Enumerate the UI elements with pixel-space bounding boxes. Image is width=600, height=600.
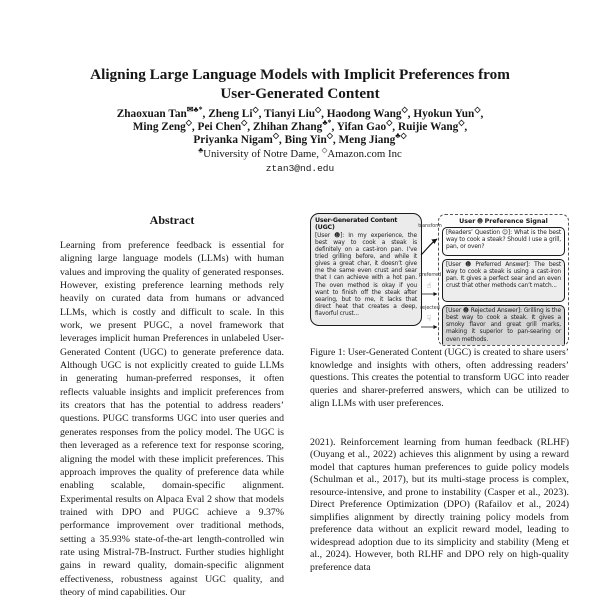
author-name: Haodong Wang [326, 108, 402, 120]
authors-block [0, 105, 600, 175]
abstract-heading: Abstract [149, 213, 195, 227]
author-name: Ruijie Wang [397, 121, 459, 134]
author-affiliation-mark: ◇ [386, 118, 393, 128]
left-column [60, 213, 284, 600]
author-affiliation-mark: ◇ [326, 131, 333, 141]
preferred-answer-box: [User ☻ Preferred Answer]: The best way to cook a steak is using a cast-iron pan. It gives a perfect sear and an even crust that other methods can’t match... [442, 259, 565, 302]
author-affiliation-mark: ◇ [401, 105, 408, 115]
ugc-panel-body: [User ☻]: In my experience, the best way to cook a steak is definitely on a cast-iron pan. I’ve tried grilling before, and while it gives a great char, it doesn’t give me the same even crust and sear that I can achieve with a hot pan. The oven method is okay if you want to finish off the steak after searing, but to me, it lacks that direct heat that creates a deep, flavorful crust... [315, 232, 417, 318]
author-affiliation-mark: ◇ [458, 118, 465, 128]
author-name: Tianyi Liu [264, 108, 315, 120]
author-affiliation-mark: ◇ [272, 131, 279, 141]
preferred-label: preferred [418, 273, 442, 278]
ugc-panel [310, 213, 422, 326]
author-name: Zhihan Zhang [252, 121, 323, 134]
right-column [310, 213, 569, 600]
author-line: Ming Zeng◇, Pei Chen◇, Zhihan Zhang♣*, Yifan Gao◇, Ruijie Wang◇, [132, 118, 468, 134]
affiliation-mark: ◇ [321, 145, 328, 155]
readers-question-box: [Readers’ Question ☺]: What is the best way to cook a steak? Should I use a grill, pan, or oven? [442, 227, 565, 256]
author-affiliation-mark: ♣◇ [395, 131, 407, 141]
signal-title-suffix: Preference Signal [484, 218, 548, 225]
author-name: Pei Chen [197, 121, 242, 134]
author-line: Priyanka Nigam◇, Bing Yin◇, Meng Jiang♣◇ [193, 131, 407, 147]
author-affiliation-mark: ◇ [185, 118, 192, 128]
abstract-body: Learning from preference feedback is essential for aligning large language models (LLMs) with human values and improving the quality of generated responses. However, existing preference learning methods rely heavily on curated data from humans or advanced LLMs, which is costly and difficult to scale. In this work, we present PUGC, a novel framework that leverages implicit human Preferences in unlabeled User-Generated Content (UGC) to generate preference data. Although UGC is not explicitly created to guide LLMs in generating human-preferred responses, it often reflects valuable insights and implicit preferences from its creators that has the potential to address readers’ questions. PUGC transforms UGC into user queries and generates responses from the policy model. The UGC is then leveraged as a reference text for response scoring, aligning the model with these implicit preferences. This approach improves the quality of preference data while enabling scalable, domain-specific alignment. Experimental results on Alpaca Eval 2 show that models trained with DPO and PUGC achieve a 9.37% performance improvement over traditional methods, setting a 35.93% state-of-the-art length-controlled win rate using Mistral-7B-Instruct. Further studies highlight gains in reward quality, domain-specific alignment effectiveness, robustness against UGC quality, and theory of mind capabilities. Our [60, 240, 284, 598]
author-name: Zheng Li [208, 108, 253, 120]
author-name: Bing Yin [284, 134, 327, 147]
author-name: Hyokun Yun [413, 108, 475, 120]
author-line: Zhaoxuan Tan✉♣*, Zheng Li◇, Tianyi Liu◇, Haodong Wang◇, Hyokun Yun◇, [116, 105, 484, 120]
rejected-answer-box: [User ☻ Rejected Answer]: Grilling is the best way to cook a steak. It gives a smoky flavor and great grill marks, making it superior to pan-searing or oven methods. [442, 305, 565, 346]
title-block [0, 66, 600, 103]
intro-paragraph: 2021). Reinforcement learning from human feedback (RLHF) (Ouyang et al., 2022) achieves this alignment by using a reward model that captures human preferences to guide policy models (Schulman et al., 2017), but its multi-stage process is complex, resource-intensive, and prone to instability (Casper et al., 2023). Direct Preference Optimization (DPO) (Rafailov et al., 2024) simplifies alignment by directly training policy models from preference data without an explicit reward model, leading to widespread adoption due to its simplicity and stability (Meng et al., 2024). However, both RLHF and DPO rely on high-quality preference data [310, 436, 569, 573]
signal-title-prefix: User [459, 218, 476, 225]
thumbs-up-icon: ☝ [426, 281, 432, 290]
rejected-label: rejected [420, 306, 440, 311]
author-name: Ming Zeng [132, 121, 186, 134]
thumbs-down-icon: ☟ [426, 314, 432, 323]
author-affiliation-mark: ◇ [314, 105, 322, 115]
figure-1 [310, 213, 569, 347]
preference-signal-panel [438, 214, 569, 346]
author-name: Zhaoxuan Tan [116, 108, 187, 120]
author-name: Priyanka Nigam [193, 134, 273, 147]
page-title-line1: Aligning Large Language Models with Implicit Preferences from [90, 66, 510, 83]
author-affiliation-mark: ✉♣* [186, 105, 203, 115]
email: ztan3@nd.edu [265, 163, 335, 175]
user-icon: ☻ [476, 218, 484, 225]
affiliation: ♣University of Notre Dame, ◇Amazon.com Inc [198, 145, 402, 161]
author-affiliation-mark: ◇ [474, 105, 481, 115]
author-name: Yifan Gao [336, 121, 387, 134]
transform-label: transform [418, 224, 442, 229]
author-affiliation-mark: ◇ [252, 105, 259, 115]
author-affiliation-mark: ♣* [322, 118, 332, 128]
ugc-panel-title: User-Generated Content (UGC) [315, 217, 398, 231]
transform-arrow [421, 239, 437, 255]
author-name: Meng Jiang [338, 134, 396, 147]
author-lines [0, 105, 600, 148]
figure-caption: Figure 1: User-Generated Content (UGC) is created to share users’ knowledge and insights with others, often addressing readers’ questions. This creates the potential to transform UGC into reader queries and sharer-preferred answers, which can be utilized to align LLMs with user preferences. [310, 347, 569, 409]
affiliation-mark: ♣ [198, 145, 204, 155]
page-title-line2: User-Generated Content [220, 84, 380, 102]
author-affiliation-mark: ◇ [241, 118, 248, 128]
signal-panel-title [442, 218, 565, 225]
